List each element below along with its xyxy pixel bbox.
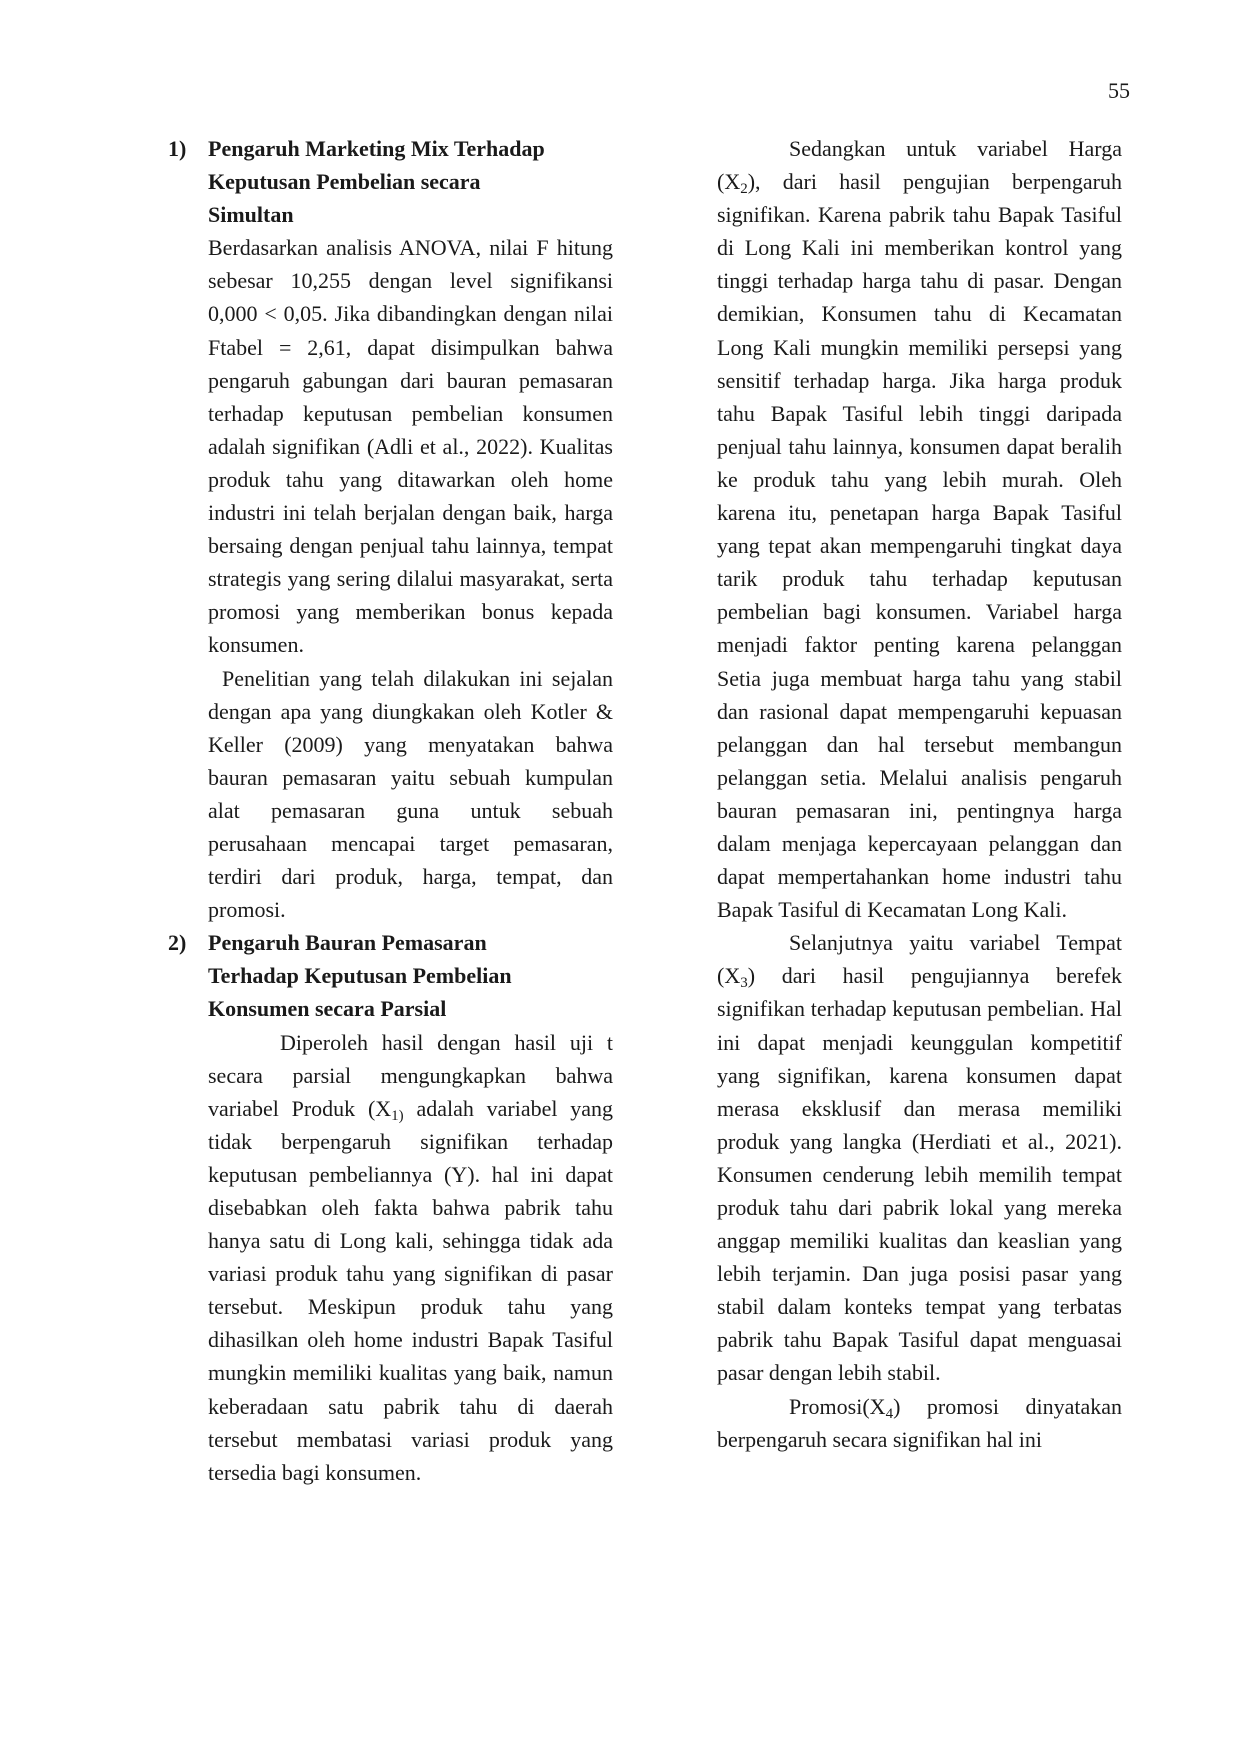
heading-2-number: 2) [168, 930, 187, 956]
heading-1-number: 1) [168, 136, 187, 161]
section-heading-1 [168, 132, 613, 231]
paragraph-harga-text-a: Sedangkan untuk variabel Harga (X [717, 136, 1122, 195]
paragraph-produk-text-a: Diperoleh hasil dengan hasil uji t secara parsial mengungkapkan bahwa variabel Produk (X [208, 1029, 613, 1121]
paragraph-produk-text-b: adalah variabel yang tidak berpengaruh signifikan terhadap keputusan pembeliannya (Y). hal ini dapat disebabkan oleh fakta bahwa pabrik tahu hanya satu di Long kali, sehingga tidak ada variasi produk tahu yang signifikan di pasar tersebut. Meskipun produk tahu yang dihasilkan oleh home industri Bapak Tasiful mungkin memiliki kualitas yang baik, namun keberadaan satu pabrik tahu di daerah tersebut membatasi variasi produk yang tersedia bagi konsumen. [208, 1095, 614, 1485]
subscript-x1: 1) [391, 1107, 404, 1124]
paragraph-tempat-text-a: Selanjutnya yaitu variabel Tempat (X [717, 930, 1122, 989]
paragraph-produk [208, 1026, 613, 1489]
heading-1-line-1: Pengaruh Marketing Mix Terhadap [208, 136, 545, 161]
paragraph-harga-text-b: ), dari hasil pengujian berpengaruh signifikan. Karena pabrik tahu Bapak Tasiful di Long Kali ini memberikan kontrol yang tinggi terhadap harga tahu di pasar. Dengan demikian, Konsumen tahu di Kecamatan Long Kali mungkin memiliki persepsi yang sensitif terhadap harga. Jika harga produk tahu Bapak Tasiful lebih tinggi daripada penjual tahu lainnya, konsumen dapat beralih ke produk tahu yang lebih murah. Oleh karena itu, penetapan harga Bapak Tasiful yang tepat akan mempengaruhi tingkat daya tarik produk tahu terhadap keputusan pembelian bagi konsumen. Variabel harga menjadi faktor penting karena pelanggan Setia juga membuat harga tahu yang stabil dan rasional dapat mempengaruhi kepuasan pelanggan dan hal tersebut membangun pelanggan setia. Melalui analisis pengaruh bauran pemasaran ini, pentingnya harga dalam menjaga kepercayaan pelanggan dan dapat mempertahankan home industri tahu Bapak Tasiful di Kecamatan Long Kali. [717, 169, 1122, 923]
paragraph-tempat [717, 926, 1122, 1389]
section-1-body [168, 231, 613, 926]
heading-1-line-3: Simultan [208, 202, 294, 228]
subscript-x4: 4 [885, 1405, 894, 1422]
heading-1-line-2: Keputusan Pembelian secara [208, 169, 481, 195]
page-number: 55 [1108, 78, 1130, 103]
paragraph-promosi [717, 1390, 1122, 1456]
paragraph-kotler-keller: Penelitian yang telah dilakukan ini sejalan dengan apa yang diungkakan oleh Kotler & Keller (2009) yang menyatakan bahwa bauran pemasaran yaitu sebuah kumpulan alat pemasaran guna untuk sebuah perusahaan mencapai target pemasaran, terdiri dari produk, harga, tempat, dan promosi. [208, 665, 613, 923]
heading-2-line-3: Konsumen secara Parsial [208, 996, 447, 1022]
paragraph-promosi-text-a: Promosi(X [789, 1393, 886, 1419]
section-2-body [168, 1026, 613, 1489]
paragraph-anova: Berdasarkan analisis ANOVA, nilai F hitung sebesar 10,255 dengan level signifikansi 0,000 < 0,05. Jika dibandingkan dengan nilai Ftabel = 2,61, dapat disimpulkan bahwa pengaruh gabungan dari bauran pemasaran terhadap keputusan pembelian konsumen adalah signifikan (Adli et al., 2022). Kualitas produk tahu yang ditawarkan oleh home industri ini telah berjalan dengan baik, harga bersaing dengan penjual tahu lainnya, tempat strategis yang sering dilalui masyarakat, serta promosi yang memberikan bonus kepada konsumen. [208, 235, 613, 658]
heading-2-line-2: Terhadap Keputusan Pembelian [208, 963, 512, 989]
section-heading-2 [168, 926, 613, 1025]
paragraph-harga [717, 132, 1122, 926]
subscript-x3: 3 [740, 975, 748, 992]
heading-2-line-1: Pengaruh Bauran Pemasaran [208, 930, 487, 956]
right-column [717, 132, 1122, 1456]
left-column [168, 132, 613, 1489]
paragraph-promosi-text-b: ) promosi dinyatakan berpengaruh secara signifikan hal ini [717, 1393, 1122, 1452]
paragraph-tempat-text-b: ) dari hasil pengujiannya berefek signifikan terhadap keputusan pembelian. Hal ini dapat menjadi keunggulan kompetitif yang signifikan, karena konsumen dapat merasa eksklusif dan merasa memiliki produk yang langka (Herdiati et al., 2021). Konsumen cenderung lebih memilih tempat produk tahu dari pabrik lokal yang mereka anggap memiliki kualitas dan keaslian yang lebih terjamin. Dan juga posisi pasar yang stabil dalam konteks tempat yang terbatas pabrik tahu Bapak Tasiful dapat menguasai pasar dengan lebih stabil. [717, 963, 1122, 1386]
subscript-x2: 2 [740, 181, 748, 198]
